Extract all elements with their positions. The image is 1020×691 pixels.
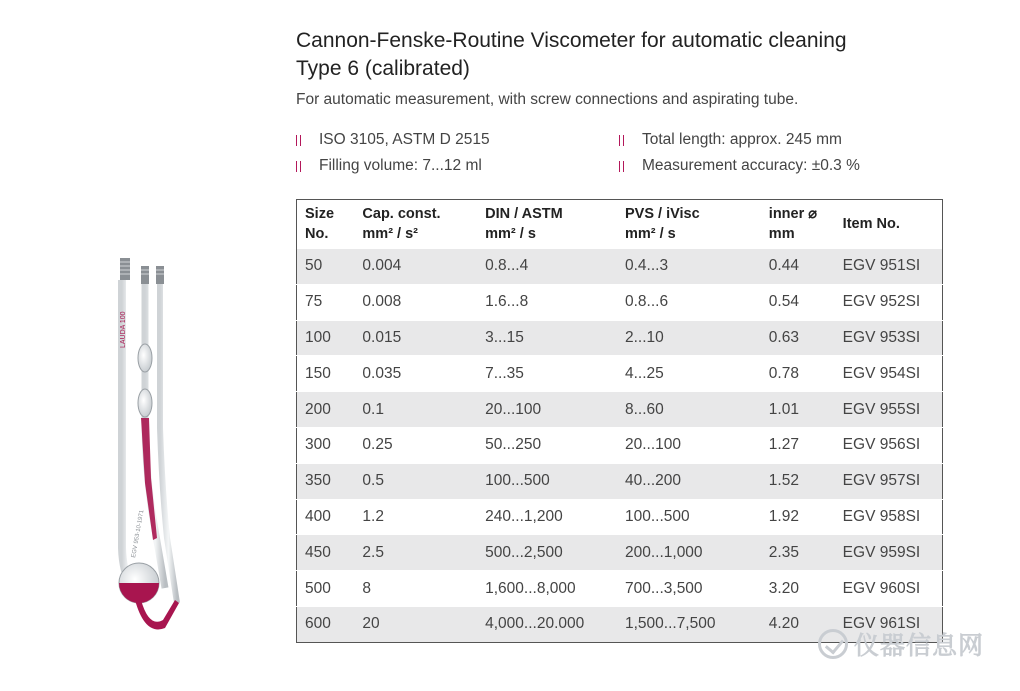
cell-inner-diameter: 1.27 <box>761 427 835 463</box>
table-row <box>297 535 943 571</box>
cell-size: 300 <box>297 427 355 463</box>
label-bottom: EGV 953-10-1971 <box>131 509 146 559</box>
watermark-logo-icon <box>818 629 848 659</box>
spec-text: Filling volume: 7...12 ml <box>319 157 482 174</box>
title-line-2: Type 6 (calibrated) <box>296 57 470 80</box>
cell-pvs-ivisc: 100...500 <box>617 499 761 535</box>
table-row <box>297 571 943 607</box>
cell-item-no: EGV 961SI <box>835 606 943 642</box>
cell-cap-const: 20 <box>354 606 477 642</box>
cell-pvs-ivisc: 4...25 <box>617 356 761 392</box>
header-pvs-ivisc: PVS / iVisc mm² / s <box>624 206 700 243</box>
cell-cap-const: 8 <box>354 571 477 607</box>
header-row <box>297 200 943 249</box>
cell-item-no: EGV 951SI <box>835 249 943 285</box>
header-size: Size No. <box>305 206 335 243</box>
cell-size: 600 <box>297 606 355 642</box>
cell-size: 450 <box>297 535 355 571</box>
cell-inner-diameter: 0.54 <box>761 284 835 320</box>
cell-pvs-ivisc: 20...100 <box>617 427 761 463</box>
watermark-text: 仪器信息网 <box>854 632 985 660</box>
cell-item-no: EGV 953SI <box>835 320 943 356</box>
cell-pvs-ivisc: 8...60 <box>617 392 761 428</box>
cell-inner-diameter: 0.44 <box>761 249 835 285</box>
cell-cap-const: 0.008 <box>354 284 477 320</box>
product-title <box>296 27 847 83</box>
cell-inner-diameter: 1.92 <box>761 499 835 535</box>
cell-item-no: EGV 958SI <box>835 499 943 535</box>
spec-filling-volume <box>296 157 482 175</box>
cell-cap-const: 0.25 <box>354 427 477 463</box>
cell-din-astm: 1.6...8 <box>477 284 617 320</box>
cell-size: 150 <box>297 356 355 392</box>
cell-inner-diameter: 4.20 <box>761 606 835 642</box>
header-cap-const: Cap. const. mm² / s² <box>362 206 441 243</box>
cell-item-no: EGV 959SI <box>835 535 943 571</box>
table-body <box>297 249 943 643</box>
cell-pvs-ivisc: 200...1,000 <box>617 535 761 571</box>
cell-din-astm: 240...1,200 <box>477 499 617 535</box>
table-row <box>297 463 943 499</box>
cell-pvs-ivisc: 700...3,500 <box>617 571 761 607</box>
table-row <box>297 427 943 463</box>
cell-item-no: EGV 960SI <box>835 571 943 607</box>
cell-din-astm: 20...100 <box>477 392 617 428</box>
header-item-no: Item No. <box>842 216 900 233</box>
spec-standard <box>296 131 490 149</box>
cell-size: 100 <box>297 320 355 356</box>
cell-din-astm: 7...35 <box>477 356 617 392</box>
cell-cap-const: 0.015 <box>354 320 477 356</box>
cell-size: 500 <box>297 571 355 607</box>
cell-pvs-ivisc: 0.4...3 <box>617 249 761 285</box>
cell-din-astm: 4,000...20.000 <box>477 606 617 642</box>
watermark <box>818 626 984 662</box>
cell-din-astm: 100...500 <box>477 463 617 499</box>
table-header <box>297 200 943 249</box>
cell-din-astm: 50...250 <box>477 427 617 463</box>
bullet-icon <box>619 161 624 172</box>
header-inner-diameter: inner ⌀ mm <box>768 206 818 243</box>
cell-inner-diameter: 3.20 <box>761 571 835 607</box>
cell-item-no: EGV 952SI <box>835 284 943 320</box>
spec-text: Measurement accuracy: ±0.3 % <box>642 157 860 174</box>
table-row <box>297 499 943 535</box>
cell-pvs-ivisc: 1,500...7,500 <box>617 606 761 642</box>
cell-din-astm: 500...2,500 <box>477 535 617 571</box>
cell-pvs-ivisc: 0.8...6 <box>617 284 761 320</box>
table-row <box>297 249 943 285</box>
cell-inner-diameter: 0.78 <box>761 356 835 392</box>
cell-pvs-ivisc: 2...10 <box>617 320 761 356</box>
cell-din-astm: 3...15 <box>477 320 617 356</box>
bullet-icon <box>619 135 624 146</box>
cell-cap-const: 0.1 <box>354 392 477 428</box>
cell-item-no: EGV 957SI <box>835 463 943 499</box>
bullet-icon <box>296 135 301 146</box>
table-row <box>297 284 943 320</box>
title-line-1: Cannon-Fenske-Routine Viscometer for automatic cleaning <box>296 29 847 52</box>
cell-din-astm: 1,600...8,000 <box>477 571 617 607</box>
cell-cap-const: 0.004 <box>354 249 477 285</box>
cell-item-no: EGV 954SI <box>835 356 943 392</box>
spec-accuracy <box>619 157 860 175</box>
table-row <box>297 320 943 356</box>
cell-inner-diameter: 0.63 <box>761 320 835 356</box>
cell-size: 75 <box>297 284 355 320</box>
cell-size: 400 <box>297 499 355 535</box>
cell-item-no: EGV 955SI <box>835 392 943 428</box>
table-row <box>297 392 943 428</box>
cell-size: 50 <box>297 249 355 285</box>
cell-cap-const: 0.5 <box>354 463 477 499</box>
spec-total-length <box>619 131 842 149</box>
spec-text: ISO 3105, ASTM D 2515 <box>319 131 490 148</box>
cell-inner-diameter: 1.52 <box>761 463 835 499</box>
viscometer-table <box>296 199 943 643</box>
cell-size: 350 <box>297 463 355 499</box>
product-subtitle: For automatic measurement, with screw connections and aspirating tube. <box>296 91 799 108</box>
cell-cap-const: 0.035 <box>354 356 477 392</box>
cell-cap-const: 1.2 <box>354 499 477 535</box>
cell-inner-diameter: 2.35 <box>761 535 835 571</box>
cell-inner-diameter: 1.01 <box>761 392 835 428</box>
label-top: LAUDA 100 <box>120 311 127 348</box>
cell-din-astm: 0.8...4 <box>477 249 617 285</box>
cell-size: 200 <box>297 392 355 428</box>
viscometer-image <box>105 258 185 648</box>
cell-item-no: EGV 956SI <box>835 427 943 463</box>
cell-cap-const: 2.5 <box>354 535 477 571</box>
table-row <box>297 356 943 392</box>
bullet-icon <box>296 161 301 172</box>
header-din-astm: DIN / ASTM mm² / s <box>485 206 563 243</box>
spec-text: Total length: approx. 245 mm <box>642 131 842 148</box>
cell-pvs-ivisc: 40...200 <box>617 463 761 499</box>
